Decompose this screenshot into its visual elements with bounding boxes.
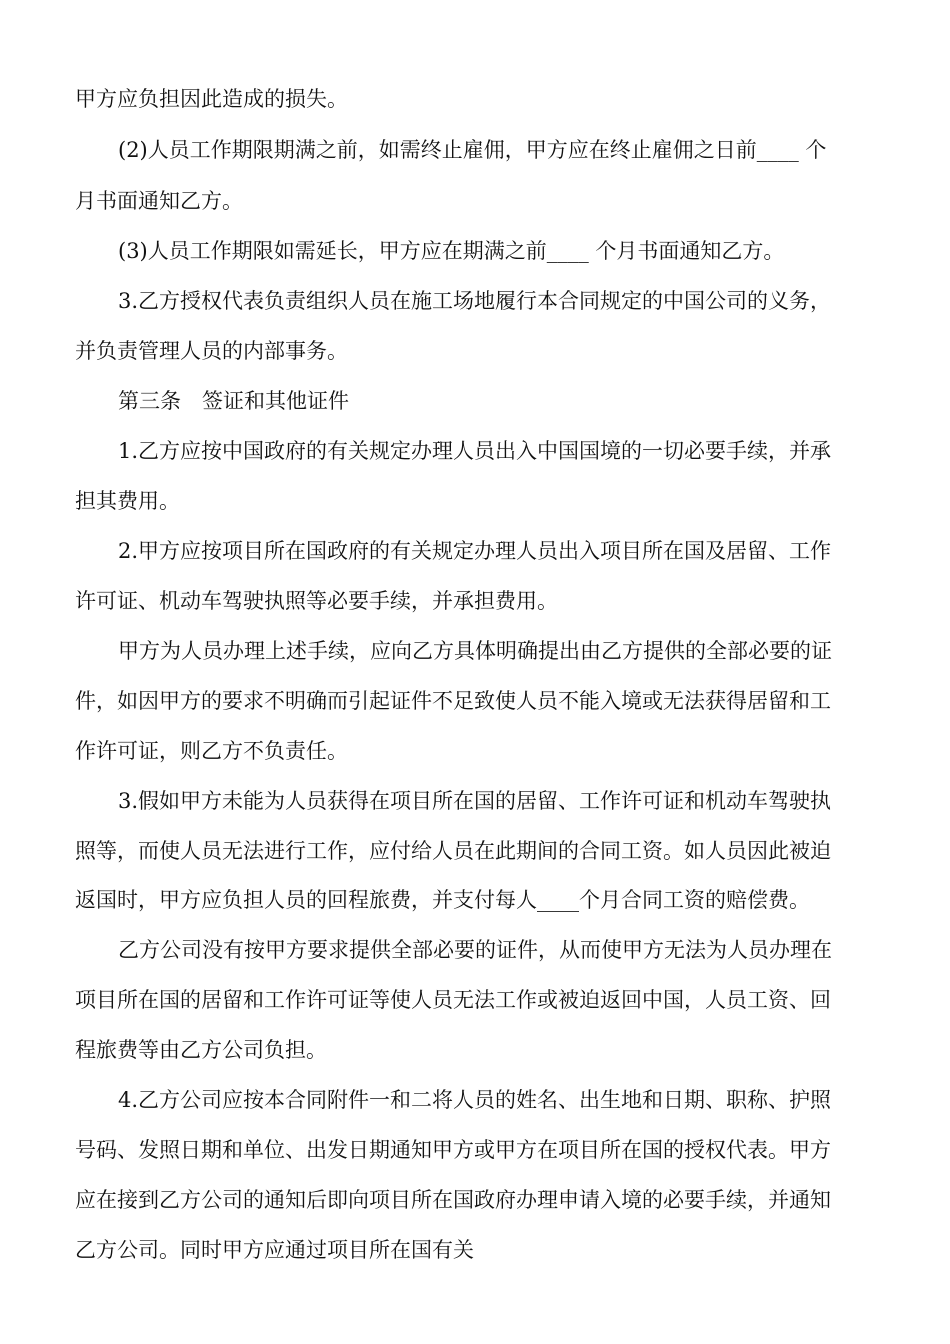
text-line: 甲方应负担因此造成的损失。: [75, 87, 348, 111]
text-line: 并负责管理人员的内部事务。: [75, 339, 348, 363]
section-heading: 第三条 签证和其他证件: [118, 389, 349, 413]
text-line: 3.假如甲方未能为人员获得在项目所在国的居留、工作许可证和机动车驾驶执: [118, 789, 832, 813]
text-line: 返国时，甲方应负担人员的回程旅费，并支付每人____个月合同工资的赔偿费。: [75, 888, 810, 912]
text-line: 1.乙方应按中国政府的有关规定办理人员出入中国国境的一切必要手续，并承: [118, 439, 832, 463]
text-line: 许可证、机动车驾驶执照等必要手续，并承担费用。: [75, 589, 558, 613]
text-line: 件，如因甲方的要求不明确而引起证件不足致使人员不能入境或无法获得居留和工: [75, 689, 831, 713]
text-line: 照等，而使人员无法进行工作，应付给人员在此期间的合同工资。如人员因此被迫: [75, 839, 831, 863]
text-line: 甲方为人员办理上述手续，应向乙方具体明确提出由乙方提供的全部必要的证: [118, 639, 832, 663]
text-line: 担其费用。: [75, 489, 180, 513]
text-line: 作许可证，则乙方不负责任。: [75, 739, 348, 763]
text-line: 4.乙方公司应按本合同附件一和二将人员的姓名、出生地和日期、职称、护照: [118, 1088, 832, 1112]
text-line: 程旅费等由乙方公司负担。: [75, 1038, 327, 1062]
text-line: (3)人员工作期限如需延长，甲方应在期满之前____ 个月书面通知乙方。: [118, 239, 785, 263]
text-line: 3.乙方授权代表负责组织人员在施工场地履行本合同规定的中国公司的义务，: [118, 289, 832, 313]
text-line: 乙方公司。同时甲方应通过项目所在国有关: [75, 1238, 474, 1262]
text-line: 月书面通知乙方。: [75, 189, 243, 213]
text-line: (2)人员工作期限期满之前，如需终止雇佣，甲方应在终止雇佣之日前____ 个: [118, 138, 827, 162]
text-line: 号码、发照日期和单位、出发日期通知甲方或甲方在项目所在国的授权代表。甲方: [75, 1138, 831, 1162]
text-line: 乙方公司没有按甲方要求提供全部必要的证件，从而使甲方无法为人员办理在: [118, 938, 832, 962]
text-line: 2.甲方应按项目所在国政府的有关规定办理人员出入项目所在国及居留、工作: [118, 539, 832, 563]
text-line: 应在接到乙方公司的通知后即向项目所在国政府办理申请入境的必要手续，并通知: [75, 1188, 831, 1212]
text-line: 项目所在国的居留和工作许可证等使人员无法工作或被迫返回中国，人员工资、回: [75, 988, 831, 1012]
